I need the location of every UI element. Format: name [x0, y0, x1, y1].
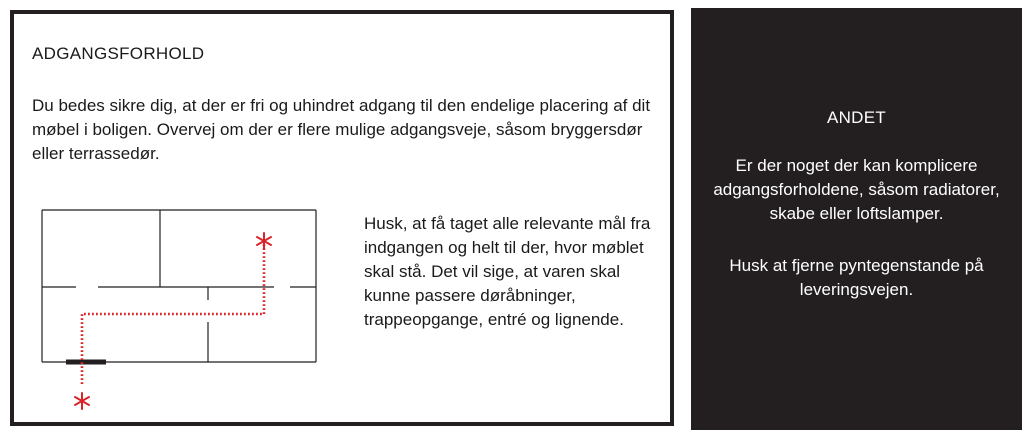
access-panel: [10, 10, 674, 426]
access-reminder-text: Husk, at få taget alle relevante mål fra indgangen og helt til der, hvor møblet skal stå. Det vil sige, at varen skal kunne passere døråbninger, trappeopgange, entré og lignende.: [364, 214, 651, 329]
access-route-path: [82, 244, 264, 384]
start-marker-icon: [75, 393, 89, 409]
other-title: ANDET: [826, 108, 887, 127]
other-decorations-text: Husk at fjerne pyntegenstande på leveringsvejen.: [729, 256, 984, 299]
access-title: ADGANGSFORHOLD: [32, 44, 205, 63]
other-complications-text: Er der noget der kan komplicere adgangsforholdene, såsom radiatorer, skabe eller loftslamper.: [713, 156, 1000, 223]
other-panel: [691, 8, 1022, 430]
floorplan-diagram: [36, 204, 336, 414]
end-marker-icon: [257, 233, 271, 249]
access-intro-text: Du bedes sikre dig, at der er fri og uhindret adgang til den endelige placering af dit møbel i boligen. Overvej om der er flere mulige adgangsveje, såsom bryggersdør eller terrassedør.: [32, 96, 651, 163]
